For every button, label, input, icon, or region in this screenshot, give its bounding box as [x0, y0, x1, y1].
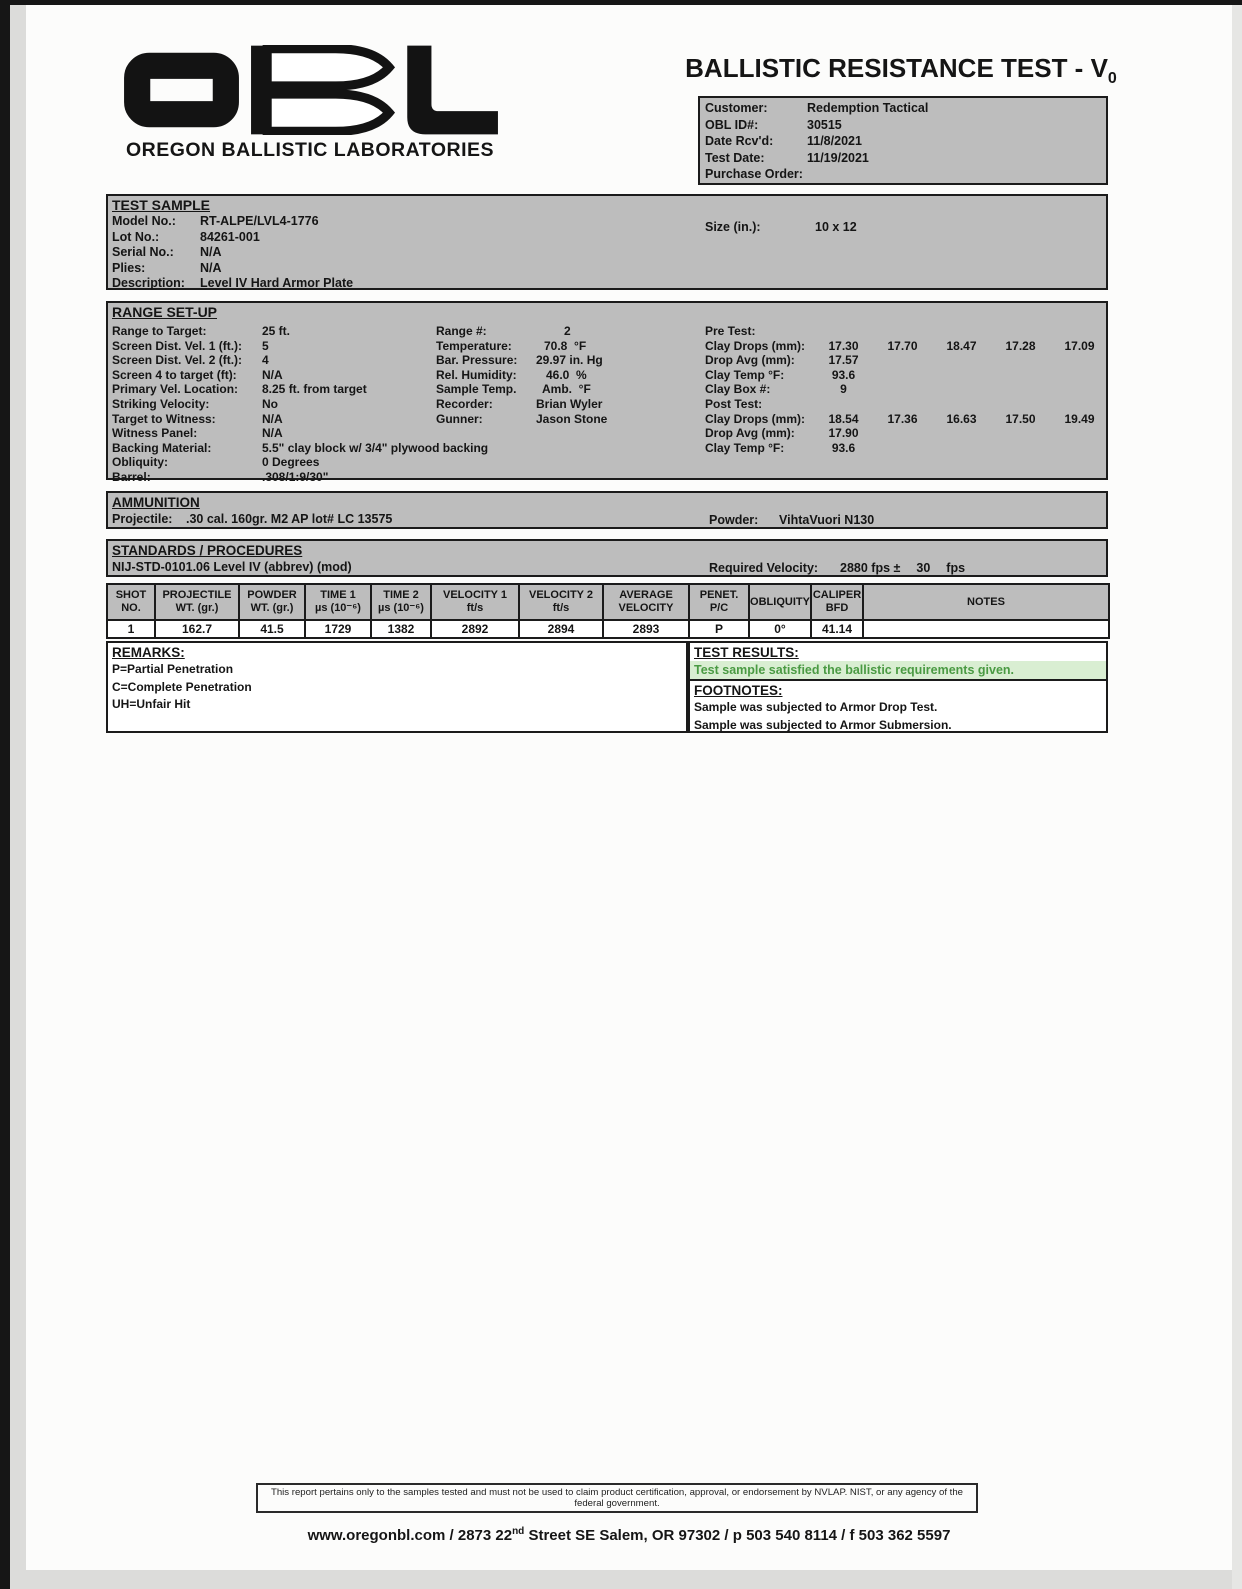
range-value: Brian Wyler	[536, 396, 603, 411]
range-label: Striking Velocity:	[112, 396, 210, 411]
range-label: Target to Witness:	[112, 411, 216, 426]
range-value: 2	[564, 324, 571, 338]
velocity-tolerance: 30	[916, 561, 931, 575]
cell-penetration: P	[689, 620, 749, 638]
projectile-value: .30 cal. 160gr. M2 AP lot# LC 13575	[186, 512, 393, 526]
cell-obliquity: 0°	[749, 620, 811, 638]
clay-temp-label: Clay Temp °F:	[705, 367, 785, 382]
sample-value: 84261-001	[200, 229, 260, 244]
disclaimer-text: This report pertains only to the samples tested and must not be used to claim product certification, approval, or endorsement by NVLAP. NIST, or any agency of the federal government.	[270, 1487, 963, 1509]
footnote-line: Sample was subjected to Armor Submersion.	[694, 717, 952, 732]
range-row	[112, 470, 488, 485]
pre-drop-avg-row	[705, 353, 1109, 368]
col-header-time2: TIME 2 µs (10⁻⁶)	[371, 584, 431, 620]
cell-average-velocity: 2893	[603, 620, 689, 638]
sample-size-row	[705, 220, 857, 236]
range-row	[112, 397, 488, 412]
col-header-velocity1: VELOCITY 1 ft/s	[431, 584, 519, 620]
page-title	[681, 53, 1121, 88]
post-test-label: Post Test:	[705, 396, 763, 411]
clay-drop-value: 18.47	[946, 338, 977, 353]
col-header-velocity2: VELOCITY 2 ft/s	[519, 584, 603, 620]
info-value: 30515	[807, 117, 842, 132]
range-setup-middle-column	[436, 324, 607, 426]
drop-avg-label: Drop Avg (mm):	[705, 426, 795, 441]
range-value: N/A	[262, 411, 283, 426]
sample-label: Description:	[112, 276, 185, 290]
range-row	[112, 455, 488, 470]
range-row	[436, 353, 607, 368]
photo-edge-right	[1232, 5, 1242, 1589]
disclaimer-box	[256, 1483, 978, 1513]
range-label: Range #:	[436, 324, 487, 338]
sample-value: Level IV Hard Armor Plate	[200, 276, 354, 290]
info-row-purchase-order	[700, 166, 1106, 183]
required-velocity-value: 2880 fps ±	[840, 561, 901, 575]
range-label: Gunner:	[436, 411, 483, 426]
cell-notes	[863, 620, 1109, 638]
photo-edge-left	[10, 5, 26, 1589]
size-label: Size (in.):	[705, 220, 761, 234]
clay-drop-value: 17.36	[887, 411, 918, 426]
range-value: N/A	[262, 426, 283, 441]
title-main: BALLISTIC RESISTANCE TEST - V	[685, 53, 1108, 83]
title-subscript: 0	[1107, 70, 1117, 88]
range-label: Recorder:	[436, 396, 493, 411]
clay-drop-value: 18.54	[828, 411, 859, 426]
range-row	[112, 368, 488, 383]
range-label: Range to Target:	[112, 324, 207, 338]
standard-value: NIJ-STD-0101.06 Level IV (abbrev) (mod)	[112, 560, 352, 574]
clay-drop-value: 19.49	[1064, 411, 1095, 426]
info-label: Purchase Order:	[705, 167, 803, 181]
cell-velocity1: 2892	[431, 620, 519, 638]
range-label: Sample Temp.	[436, 382, 517, 397]
range-row	[436, 382, 607, 397]
obl-logo-icon	[116, 45, 504, 135]
clay-drops-label: Clay Drops (mm):	[705, 338, 806, 353]
range-value: No	[262, 396, 278, 411]
range-row	[436, 397, 607, 412]
report-page	[26, 5, 1232, 1570]
col-header-projectile-wt: PROJECTILE WT. (gr.)	[155, 584, 239, 620]
clay-box-row	[705, 382, 1109, 397]
ammunition-heading: AMMUNITION	[112, 495, 200, 510]
table-row	[107, 620, 1109, 638]
range-row	[436, 412, 607, 427]
test-sample-heading: TEST SAMPLE	[112, 197, 211, 213]
pre-test-label: Pre Test:	[705, 324, 756, 338]
required-velocity-label: Required Velocity:	[709, 561, 819, 575]
range-value: 29.97 in. Hg	[536, 353, 603, 368]
address-superscript: nd	[512, 1526, 525, 1537]
address-post: Street SE Salem, OR 97302 / p 503 540 8114 / f 503 362 5597	[524, 1527, 951, 1544]
remarks-heading: REMARKS:	[112, 645, 185, 660]
test-sample-section	[106, 194, 1108, 290]
address-pre: www.oregonbl.com / 2873 22	[307, 1527, 513, 1544]
cell-powder-wt: 41.5	[239, 620, 305, 638]
pre-clay-drops-row	[705, 339, 1109, 354]
post-clay-temp-row	[705, 441, 1109, 456]
sample-row-plies	[108, 261, 1106, 277]
col-header-notes: NOTES	[863, 584, 1109, 620]
clay-temp-value: 93.6	[831, 367, 856, 382]
logo-wordmark: OREGON BALLISTIC LABORATORIES	[125, 139, 495, 161]
footnotes-heading: FOOTNOTES:	[694, 683, 783, 698]
range-value: Amb. °F	[542, 382, 591, 397]
test-result-status: Test sample satisfied the ballistic requirements given.	[690, 661, 1106, 681]
range-setup-left-column	[112, 324, 488, 485]
clay-drop-value: 17.70	[887, 338, 918, 353]
col-header-powder-wt: POWDER WT. (gr.)	[239, 584, 305, 620]
footer-address	[26, 1526, 1232, 1544]
range-row	[112, 382, 488, 397]
info-label: Customer:	[705, 101, 768, 115]
range-label: Rel. Humidity:	[436, 367, 517, 382]
projectile-label: Projectile:	[112, 512, 173, 526]
clay-box-label: Clay Box #:	[705, 382, 771, 397]
range-row	[112, 324, 488, 339]
col-header-shot-no: SHOT NO.	[107, 584, 155, 620]
standards-heading: STANDARDS / PROCEDURES	[112, 543, 303, 558]
info-row-customer	[700, 100, 1106, 117]
cell-velocity2: 2894	[519, 620, 603, 638]
sample-label: Plies:	[112, 260, 146, 275]
sample-value: RT-ALPE/LVL4-1776	[200, 214, 319, 228]
cell-time2: 1382	[371, 620, 431, 638]
ammunition-section	[106, 491, 1108, 529]
test-results-section	[688, 641, 1108, 733]
range-label: Screen Dist. Vel. 2 (ft.):	[112, 353, 243, 368]
range-value: N/A	[262, 367, 283, 382]
cell-shot-no: 1	[107, 620, 155, 638]
range-value: 46.0 %	[546, 367, 587, 382]
drop-avg-value: 17.90	[828, 426, 859, 441]
range-label: Witness Panel:	[112, 426, 198, 441]
pre-clay-temp-row	[705, 368, 1109, 383]
col-header-obliquity: OBLIQUITY	[749, 584, 811, 620]
info-label: Test Date:	[705, 150, 765, 165]
range-label: Temperature:	[436, 338, 512, 353]
info-label: Date Rcv'd:	[705, 134, 774, 148]
range-setup-heading: RANGE SET-UP	[112, 304, 218, 320]
range-label: Barrel:	[112, 469, 151, 484]
remarks-line: P=Partial Penetration	[112, 662, 234, 676]
clay-box-value: 9	[840, 382, 847, 397]
range-value: 8.25 ft. from target	[262, 382, 367, 397]
sample-label: Lot No.:	[112, 229, 160, 244]
remarks-line: C=Complete Penetration	[112, 679, 252, 694]
powder-value: VihtaVuori N130	[779, 513, 875, 527]
sample-row-description	[108, 276, 1106, 292]
sample-row-model	[108, 214, 1106, 230]
info-label: OBL ID#:	[705, 117, 759, 132]
sample-value: N/A	[200, 245, 222, 259]
table-header-row	[107, 584, 1109, 620]
range-value: 5.5" clay block w/ 3/4" plywood backing	[262, 440, 489, 455]
sample-value: N/A	[200, 260, 222, 275]
info-value: 11/8/2021	[807, 134, 862, 148]
range-label: Backing Material:	[112, 440, 212, 455]
cell-caliper-bfd: 41.14	[811, 620, 863, 638]
clay-temp-label: Clay Temp °F:	[705, 440, 785, 455]
powder-label: Powder:	[709, 513, 759, 527]
range-value: 0 Degrees	[262, 455, 320, 470]
range-value: Jason Stone	[536, 411, 608, 426]
info-value: Redemption Tactical	[807, 101, 929, 115]
range-row	[112, 441, 488, 456]
size-value: 10 x 12	[815, 220, 857, 234]
range-value: 4	[262, 353, 269, 368]
range-value: 5	[262, 338, 269, 353]
sample-label: Model No.:	[112, 214, 176, 228]
clay-drop-value: 17.28	[1005, 338, 1036, 353]
col-header-penetration: PENET. P/C	[689, 584, 749, 620]
remarks-line: UH=Unfair Hit	[112, 697, 191, 711]
range-row	[112, 412, 488, 427]
range-setup-section	[106, 301, 1108, 484]
cell-projectile-wt: 162.7	[155, 620, 239, 638]
post-drop-avg-row	[705, 426, 1109, 441]
range-row	[112, 426, 488, 441]
drop-avg-value: 17.57	[828, 353, 859, 368]
range-row	[436, 339, 607, 354]
powder-row	[705, 512, 874, 528]
range-label: Screen Dist. Vel. 1 (ft.):	[112, 338, 243, 353]
col-header-average-velocity: AVERAGE VELOCITY	[603, 584, 689, 620]
range-row	[112, 353, 488, 368]
remarks-section	[106, 641, 688, 733]
sample-label: Serial No.:	[112, 245, 174, 259]
range-setup-right-column	[705, 324, 1109, 455]
info-row-obl-id	[700, 117, 1106, 134]
info-value: 11/19/2021	[807, 150, 869, 165]
required-velocity-row	[705, 560, 965, 576]
range-label: Bar. Pressure:	[436, 353, 518, 368]
clay-drop-value: 17.30	[828, 338, 859, 353]
range-row	[436, 368, 607, 383]
clay-drops-label: Clay Drops (mm):	[705, 411, 806, 426]
info-row-date-received	[700, 133, 1106, 150]
clay-drop-value: 17.50	[1005, 411, 1036, 426]
info-row-test-date	[700, 150, 1106, 167]
range-label: Primary Vel. Location:	[112, 382, 239, 397]
range-value: 25 ft.	[262, 324, 291, 338]
col-header-caliper-bfd: CALIPER BFD	[811, 584, 863, 620]
post-clay-drops-row	[705, 412, 1109, 427]
drop-avg-label: Drop Avg (mm):	[705, 353, 795, 368]
range-label: Obliquity:	[112, 455, 168, 470]
standards-section	[106, 539, 1108, 577]
shot-results-table	[106, 583, 1110, 639]
range-value: .308/1:9/30"	[262, 469, 329, 484]
projectile-row	[108, 511, 1106, 527]
footnote-line: Sample was subjected to Armor Drop Test.	[694, 700, 938, 714]
range-label: Screen 4 to target (ft):	[112, 367, 237, 382]
cell-time1: 1729	[305, 620, 371, 638]
velocity-tolerance-unit: fps	[946, 561, 966, 575]
sample-row-lot	[108, 230, 1106, 246]
photo-edge-bottom	[10, 1570, 1232, 1589]
col-header-time1: TIME 1 µs (10⁻⁶)	[305, 584, 371, 620]
test-results-heading: TEST RESULTS:	[694, 645, 799, 660]
sample-row-serial	[108, 245, 1106, 261]
customer-info-box	[698, 96, 1108, 185]
clay-drop-value: 16.63	[946, 411, 977, 426]
clay-drop-value: 17.09	[1064, 338, 1095, 353]
range-row	[436, 324, 607, 339]
range-row	[112, 339, 488, 354]
clay-temp-value: 93.6	[831, 440, 856, 455]
range-value: 70.8 °F	[544, 338, 587, 353]
